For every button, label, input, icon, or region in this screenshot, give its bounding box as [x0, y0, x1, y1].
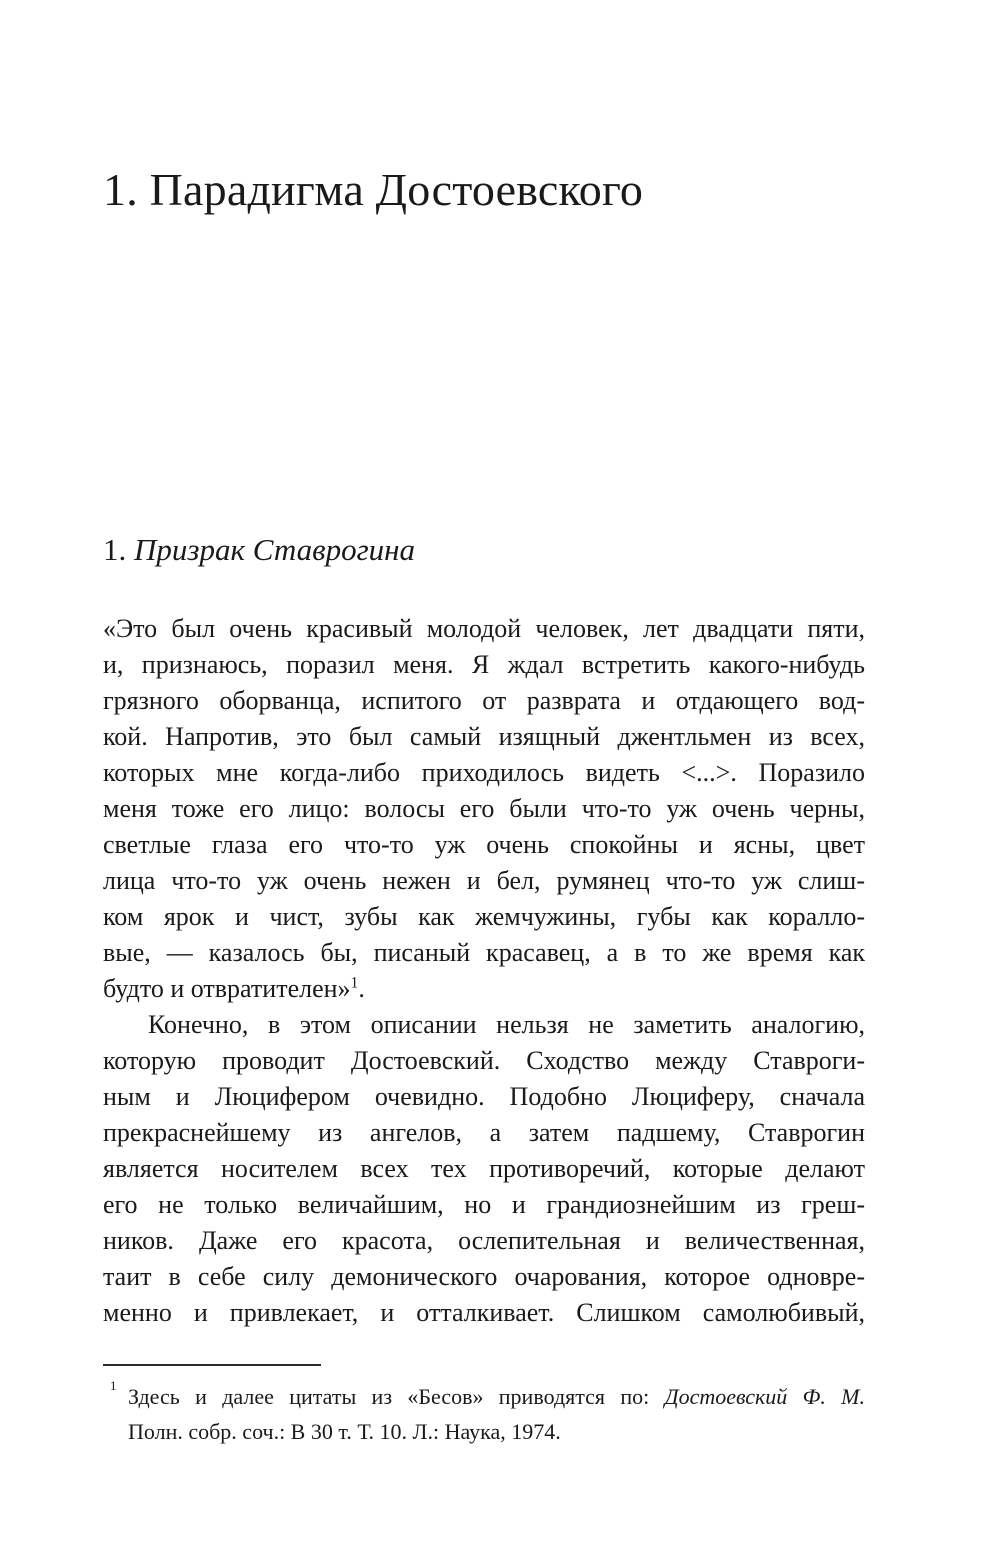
- quote-line: которых мне когда-либо приходилось видеть <...>. Поразило: [103, 758, 865, 787]
- commentary-line: прекраснейшему из ангелов, а затем падшему, Ставрогин: [103, 1118, 865, 1147]
- footnote-block: [103, 1364, 865, 1449]
- quote-last-line: [103, 971, 865, 1007]
- quote-last-line-text: будто и отвратителен»: [103, 974, 351, 1003]
- quote-line: лица что-то уж очень нежен и бел, румянец что-то уж слиш-: [103, 866, 865, 895]
- footnote-text: Здесь и далее цитаты из «Бесов» приводятся по:: [128, 1384, 665, 1409]
- commentary-line: которую проводит Достоевский. Сходство между Ставроги-: [103, 1046, 865, 1075]
- footnote-reference: 1: [350, 974, 359, 992]
- commentary-line: является носителем всех тех противоречий, которые делают: [103, 1154, 865, 1183]
- footnote-marker: 1: [110, 1378, 117, 1393]
- section-number: 1.: [103, 532, 134, 567]
- commentary-line: менно и привлекает, и отталкивает. Слишком самолюбивый,: [103, 1298, 865, 1327]
- section-title: Призрак Ставрогина: [134, 532, 416, 567]
- quote-line: меня тоже его лицо: волосы его были что-то уж очень черны,: [103, 794, 865, 823]
- quote-line: «Это был очень красивый молодой человек, лет двадцати пяти,: [103, 614, 865, 643]
- quote-line: вые, — казалось бы, писаный красавец, а в то же время как: [103, 938, 865, 967]
- quote-last-line-period: .: [358, 974, 365, 1003]
- quote-line: ком ярок и чист, зубы как жемчужины, губы как коралло-: [103, 902, 865, 931]
- footnote-divider: [103, 1364, 321, 1366]
- quote-line: грязного оборванца, испитого от разврата и отдающего вод-: [103, 686, 865, 715]
- footnote-line-1: [128, 1379, 865, 1414]
- commentary-line: ным и Люцифером очевидно. Подобно Люциферу, сначала: [103, 1082, 865, 1111]
- chapter-title: 1. Парадигма Достоевского: [103, 164, 644, 215]
- commentary-line: его не только величайшим, но и грандиознейшим из греш-: [103, 1190, 865, 1219]
- commentary-line: таит в себе силу демонического очарования, которое одновре-: [103, 1262, 865, 1291]
- footnote: [103, 1379, 865, 1449]
- footnote-line-2: Полн. собр. соч.: В 30 т. Т. 10. Л.: Наука, 1974.: [128, 1419, 561, 1444]
- quote-line: светлые глаза его что-то уж очень спокойны и ясны, цвет: [103, 830, 865, 859]
- commentary-line: Конечно, в этом описании нельзя не заметить аналогию,: [148, 1010, 865, 1039]
- footnote-author: Достоевский Ф. М.: [664, 1384, 865, 1409]
- commentary-line: ников. Даже его красота, ослепительная и величественная,: [103, 1226, 865, 1255]
- section-heading: [103, 531, 865, 568]
- body-text: [103, 611, 865, 1331]
- quote-line: и, признаюсь, поразил меня. Я ждал встретить какого-нибудь: [103, 650, 865, 679]
- commentary-paragraph: [103, 1007, 865, 1331]
- quote-line: кой. Напротив, это был самый изящный джентльмен из всех,: [103, 722, 865, 751]
- quote-paragraph: [103, 611, 865, 971]
